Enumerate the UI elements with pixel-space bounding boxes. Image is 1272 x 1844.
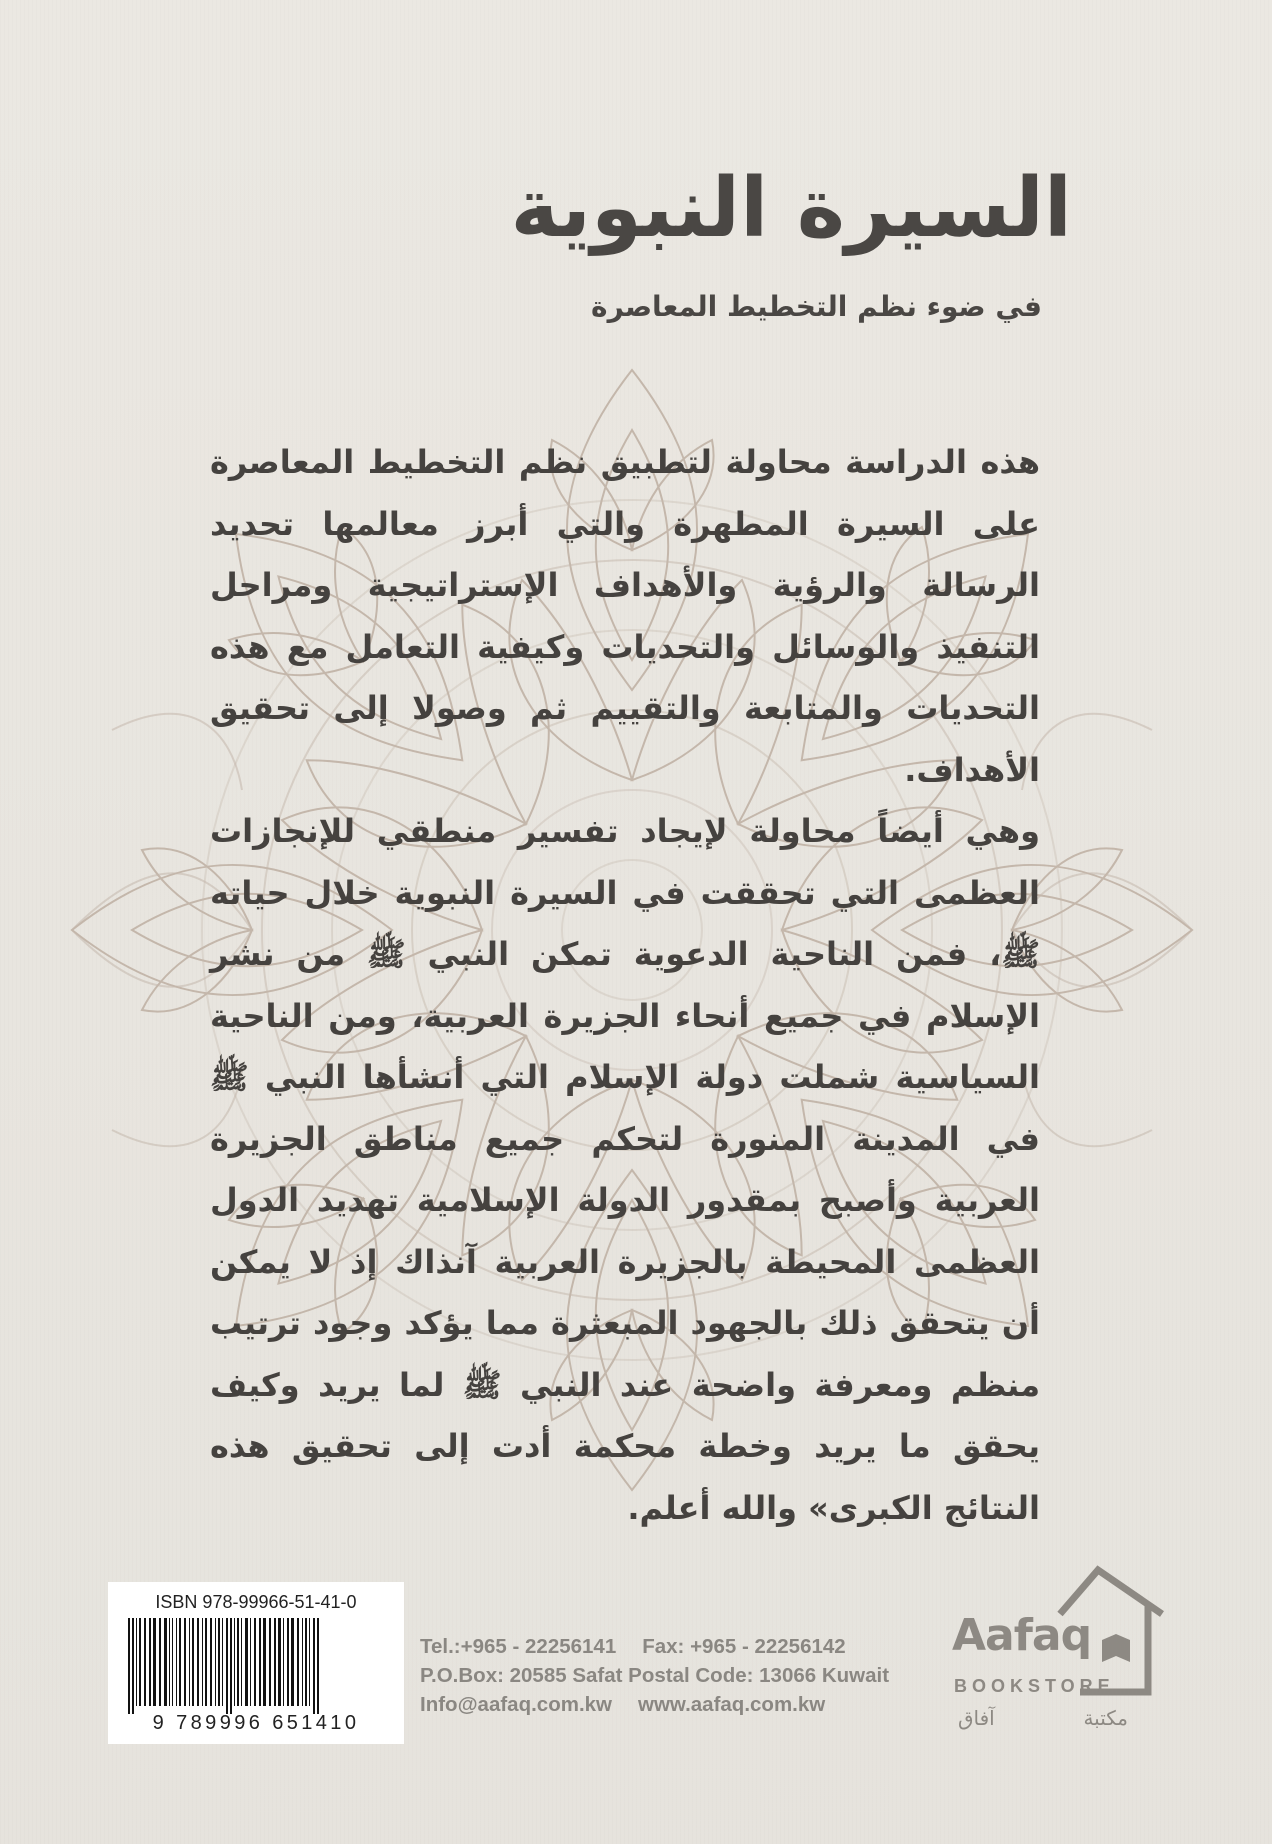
barcode-bar [309, 1618, 310, 1706]
barcode-bar [149, 1618, 151, 1706]
isbn-digits: 9 789996 651410 [152, 1712, 360, 1734]
contact-line-address [420, 1661, 889, 1690]
barcode-bar [128, 1618, 130, 1714]
contact-line-phone [420, 1632, 889, 1661]
barcode-bar [202, 1618, 203, 1706]
fax: Fax: +965 - 22256142 [642, 1635, 846, 1658]
barcode-bar [245, 1618, 248, 1706]
barcode-bar [254, 1618, 256, 1706]
blurb-paragraph: هذه الدراسة محاولة لتطبيق نظم التخطيط المعاصرة على السيرة المطهرة والتي أبرز معالمها تحديد الرسالة والرؤية والأهداف الإستراتيجية ومراحل التنفيذ والوسائل والتحديات وكيفية التعامل مع هذه التحديات والمتابعة والتقييم ثم وصولا إلى تحقيق الأهداف. [210, 443, 1040, 789]
barcode-bar [136, 1618, 137, 1706]
publisher-logo [948, 1556, 1178, 1756]
publisher-tagline: BOOKSTORE [954, 1676, 1115, 1696]
barcode-bar [283, 1618, 284, 1706]
barcode-bar [274, 1618, 276, 1706]
barcode-bar [222, 1618, 223, 1706]
barcode-bar [226, 1618, 228, 1714]
tel: Tel.:+965 - 22256141 [420, 1635, 617, 1658]
postal-code: Safat Postal Code: 13066 Kuwait [572, 1664, 890, 1687]
barcode-bar [234, 1618, 235, 1706]
barcode-bar [269, 1618, 271, 1706]
barcode-bar [210, 1618, 212, 1706]
barcode-bar [192, 1618, 194, 1706]
barcode-bar [139, 1618, 141, 1706]
barcode-bar [241, 1618, 242, 1706]
barcode-bar [179, 1618, 181, 1706]
barcode-bar [153, 1618, 156, 1706]
barcode-bar [250, 1618, 251, 1706]
barcode-bar [164, 1618, 167, 1706]
barcode-bar [302, 1618, 303, 1706]
barcode-bar [313, 1618, 315, 1714]
email-link[interactable]: Info@aafaq.com.kw [420, 1693, 612, 1716]
contact-line-web [420, 1690, 889, 1719]
po-box: P.O.Box: 20585 [420, 1664, 567, 1687]
barcode-bar [132, 1618, 134, 1714]
barcode-bar [237, 1618, 239, 1706]
barcode-bar [305, 1618, 307, 1706]
barcode-bar [189, 1618, 190, 1706]
barcode-bar [172, 1618, 173, 1706]
barcode-bar [263, 1618, 266, 1706]
barcode-bar [169, 1618, 170, 1706]
barcode-bar [184, 1618, 186, 1706]
website-link[interactable]: www.aafaq.com.kw [638, 1693, 826, 1716]
barcode-bar [230, 1618, 232, 1714]
isbn-label: ISBN 978-99966-51-41-0 [155, 1592, 357, 1612]
barcode-bar [205, 1618, 207, 1706]
barcode-bar [259, 1618, 261, 1706]
publisher-arabic-name: مكتبة آفاق [958, 1706, 1128, 1730]
book-title: السيرة النبوية [510, 161, 1072, 256]
barcode-bar [218, 1618, 220, 1706]
barcode-bar [159, 1618, 161, 1706]
barcode-bar [297, 1618, 299, 1706]
barcode-bar [287, 1618, 289, 1706]
barcode-bar [278, 1618, 281, 1706]
barcode-bar [197, 1618, 199, 1706]
blurb [210, 432, 1040, 1539]
book-subtitle: في ضوء نظم التخطيط المعاصرة [591, 290, 1042, 323]
isbn-barcode [108, 1582, 404, 1744]
barcode-bar [317, 1618, 319, 1714]
contact-info [420, 1632, 889, 1719]
barcode-bars [122, 1618, 390, 1714]
publisher-name: Aafaq [952, 1610, 1092, 1661]
barcode-bar [291, 1618, 294, 1706]
barcode-bar [144, 1618, 146, 1706]
barcode-bar [215, 1618, 216, 1706]
blurb-paragraph: وهي أيضاً محاولة لإيجاد تفسير منطقي للإنجازات العظمى التي تحققت في السيرة النبوية خلال حياته ﷺ، فمن الناحية الدعوية تمكن النبي ﷺ من نشر الإسلام في جميع أنحاء الجزيرة العربية، ومن الناحية السياسية شملت دولة الإسلام التي أنشأها النبي ﷺ في المدينة المنورة لتحكم جميع مناطق الجزيرة العربية وأصبح بمقدور الدولة الإسلامية تهديد الدول العظمى المحيطة بالجزيرة العربية آنذاك إذ لا يمكن أن يتحقق ذلك بالجهود المبعثرة مما يؤكد وجود ترتيب منظم ومعرفة واضحة عند النبي ﷺ لما يريد وكيف يحقق ما يريد وخطة محكمة أدت إلى تحقيق هذه النتائج الكبرى» والله أعلم. [210, 812, 1040, 1527]
barcode-bar [176, 1618, 177, 1706]
